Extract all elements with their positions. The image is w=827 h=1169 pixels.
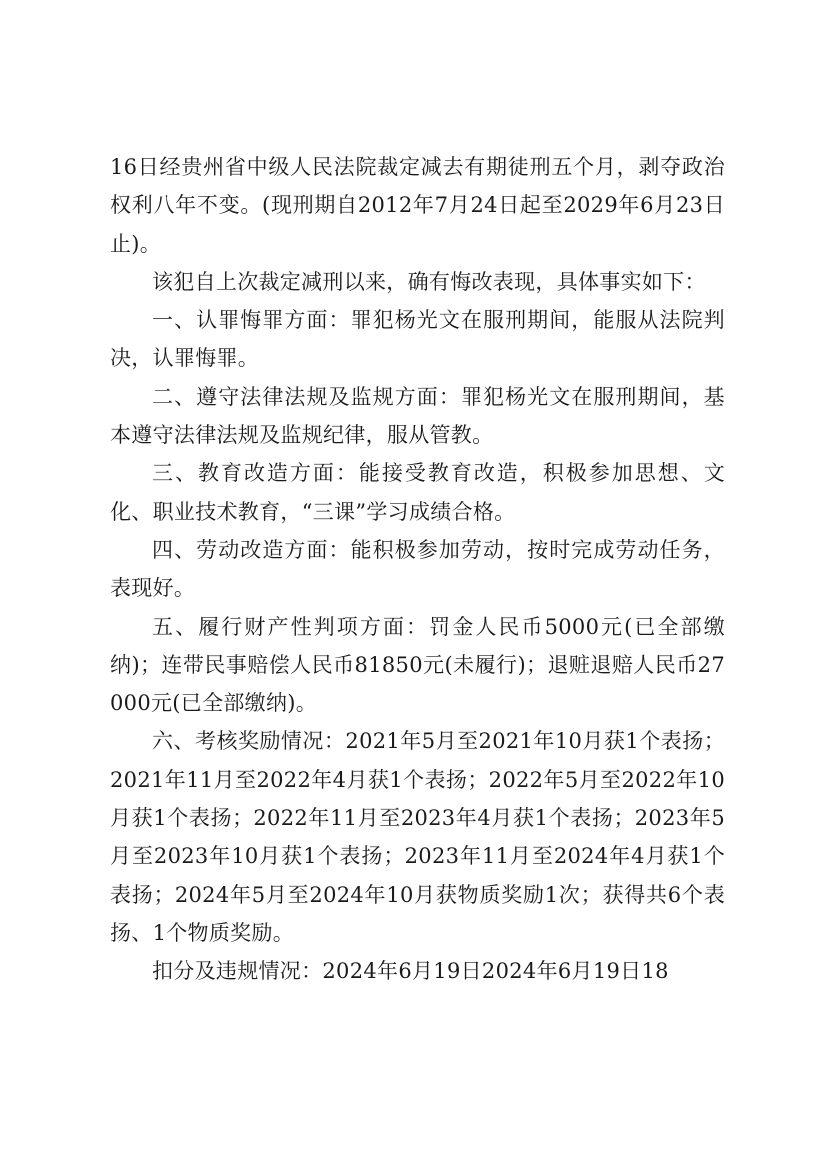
- paragraph-education: 三、教育改造方面：能接受教育改造，积极参加思想、文化、职业技术教育，“三课”学习成绩合格。: [110, 461, 725, 524]
- document-body: [110, 148, 725, 991]
- paragraph-repentance-intro: 该犯自上次裁定减刑以来，确有悔改表现，具体事实如下：: [152, 269, 706, 294]
- paragraph-rewards: 六、考核奖励情况：2021年5月至2021年10月获1个表扬；2021年11月至2022年4月获1个表扬；2022年5月至2022年10月获1个表扬；2022年11月至2023年4月获1个表扬；2023年5月至2023年10月获1个表扬；2023年11月至2024年4月获1个表扬；2024年5月至2024年10月获物质奖励1次；获得共6个表扬、1个物质奖励。: [110, 729, 725, 945]
- paragraph-guilt-admission: 一、认罪悔罪方面：罪犯杨光文在服刑期间，能服从法院判决，认罪悔罪。: [110, 308, 725, 371]
- paragraph-labor: 四、劳动改造方面：能积极参加劳动，按时完成劳动任务，表现好。: [110, 537, 725, 601]
- paragraph-sentence-reduction: 16日经贵州省中级人民法院裁定减去有期徒刑五个月，剥夺政治权利八年不变。(现刑期自2012年7月24日起至2029年6月23日止)。: [110, 155, 725, 256]
- paragraph-deductions: 扣分及违规情况：2024年6月19日2024年6月19日18: [152, 959, 669, 984]
- paragraph-property-obligations: 五、履行财产性判项方面：罚金人民币5000元(已全部缴纳)；连带民事赔偿人民币81850元(未履行)；退赃退赔人民币27000元(已全部缴纳)。: [110, 614, 725, 716]
- paragraph-law-compliance: 二、遵守法律法规及监规方面：罪犯杨光文在服刑期间，基本遵守法律法规及监规纪律，服从管教。: [110, 384, 725, 448]
